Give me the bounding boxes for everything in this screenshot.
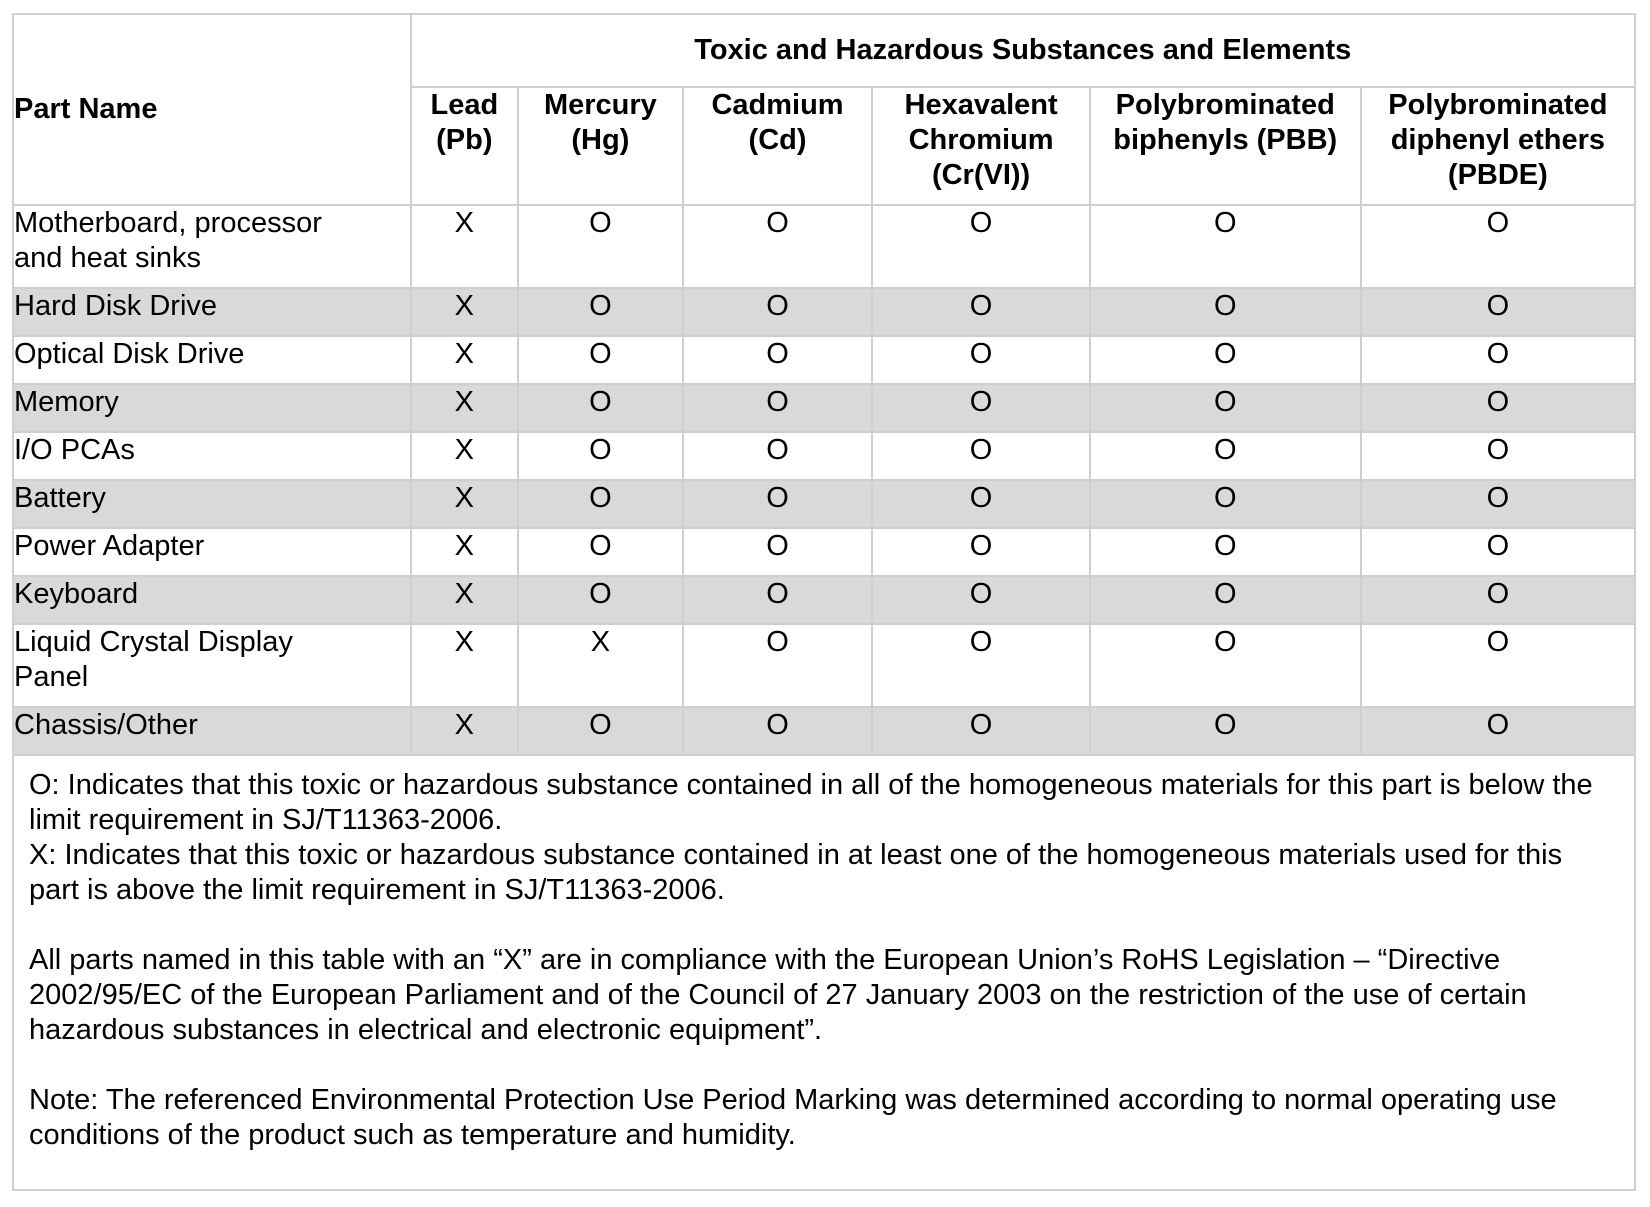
part-name-cell [14, 624, 411, 707]
part-name-line: Chassis/Other [14, 709, 198, 741]
substance-mark-cell: X [411, 624, 519, 707]
substance-mark-cell: O [1090, 384, 1361, 432]
substance-mark-cell: X [411, 384, 519, 432]
table-header-row [14, 15, 1634, 87]
substance-mark-cell: O [872, 707, 1089, 755]
table-row [14, 336, 1634, 384]
table-row [14, 432, 1634, 480]
header-line: (Cr(VI)) [931, 159, 1031, 191]
table-notes [14, 756, 1634, 1153]
substance-mark-cell: O [683, 576, 873, 624]
epup-note: Note: The referenced Environmental Protection Use Period Marking was determined according to normal operating use conditions of the product such as temperature and humidity. [29, 1084, 1557, 1151]
substance-mark-cell: O [872, 205, 1089, 288]
header-line: biphenyls (PBB) [1113, 124, 1338, 156]
part-name-cell [14, 336, 411, 384]
part-name-cell [14, 576, 411, 624]
substance-header-lead [411, 87, 519, 205]
substance-mark-cell: X [411, 528, 519, 576]
substance-mark-cell: O [518, 480, 683, 528]
substance-mark-cell: X [411, 576, 519, 624]
part-name-line: Battery [14, 482, 106, 514]
table-row [14, 384, 1634, 432]
substance-mark-cell: O [1090, 528, 1361, 576]
part-name-cell [14, 432, 411, 480]
header-line: (Hg) [571, 124, 630, 156]
substance-header-pbb [1090, 87, 1361, 205]
header-line: Lead [430, 89, 499, 121]
part-name-line: Motherboard, processor [14, 207, 322, 239]
substance-mark-cell: O [518, 576, 683, 624]
part-name-line: Panel [14, 661, 89, 693]
substance-mark-cell: O [1090, 480, 1361, 528]
substance-mark-cell: O [872, 624, 1089, 707]
substance-mark-cell: O [872, 480, 1089, 528]
substance-mark-cell: X [411, 205, 519, 288]
substance-header-pbde [1361, 87, 1634, 205]
parts-table-body [14, 205, 1634, 755]
table-row [14, 576, 1634, 624]
substance-mark-cell: O [1361, 336, 1634, 384]
hazardous-substances-document [12, 13, 1636, 1191]
substance-mark-cell: X [411, 288, 519, 336]
header-line: (Pb) [436, 124, 493, 156]
substance-mark-cell: O [872, 384, 1089, 432]
substance-mark-cell: O [872, 336, 1089, 384]
substance-header-hexavalent-chromium [872, 87, 1089, 205]
paragraph-gap [29, 908, 1619, 943]
substance-mark-cell: O [1361, 432, 1634, 480]
part-name-cell [14, 205, 411, 288]
table-row [14, 707, 1634, 755]
o-legend-note: O: Indicates that this toxic or hazardous substance contained in all of the homogeneous materials for this part is below the limit requirement in SJ/T11363-2006. [29, 769, 1593, 836]
substance-mark-cell: O [683, 480, 873, 528]
part-name-cell [14, 707, 411, 755]
part-name-cell [14, 528, 411, 576]
substance-header-cadmium [683, 87, 873, 205]
part-name-line: and heat sinks [14, 242, 202, 274]
table-row [14, 480, 1634, 528]
substance-mark-cell: O [1361, 288, 1634, 336]
part-name-line: Optical Disk Drive [14, 338, 245, 370]
substance-mark-cell: O [1361, 528, 1634, 576]
hazardous-substances-table [14, 15, 1634, 756]
substances-group-header: Toxic and Hazardous Substances and Elements [411, 15, 1634, 87]
substance-mark-cell: O [1090, 576, 1361, 624]
part-name-line: I/O PCAs [14, 434, 135, 466]
substance-mark-cell: O [872, 576, 1089, 624]
substance-mark-cell: O [872, 288, 1089, 336]
header-line: (Cd) [748, 124, 807, 156]
substance-mark-cell: O [1090, 707, 1361, 755]
substance-mark-cell: O [872, 432, 1089, 480]
substance-mark-cell: O [1361, 576, 1634, 624]
rohs-compliance-note: All parts named in this table with an “X” are in compliance with the European Union’s RoHS Legislation – “Directive 2002/95/EC of the European Parliament and of the Council of 27 January 2003 on the restriction of the use of certain hazardous substances in electrical and electronic equipment”. [29, 944, 1527, 1046]
header-line: Mercury [543, 89, 657, 121]
table-row [14, 288, 1634, 336]
substance-mark-cell: O [518, 336, 683, 384]
header-line: Polybrominated [1115, 89, 1335, 121]
header-line: Hexavalent [904, 89, 1058, 121]
part-name-line: Hard Disk Drive [14, 290, 218, 322]
part-name-line: Liquid Crystal Display [14, 626, 293, 658]
substance-mark-cell: O [518, 432, 683, 480]
substance-mark-cell: O [518, 528, 683, 576]
substance-mark-cell: O [1361, 205, 1634, 288]
substance-mark-cell: O [872, 528, 1089, 576]
substance-mark-cell: O [1090, 288, 1361, 336]
substance-mark-cell: O [683, 384, 873, 432]
part-name-line: Power Adapter [14, 530, 205, 562]
substance-mark-cell: O [1090, 624, 1361, 707]
substance-mark-cell: O [518, 288, 683, 336]
part-name-cell [14, 384, 411, 432]
header-line: Cadmium [711, 89, 844, 121]
substance-mark-cell: O [683, 336, 873, 384]
substance-mark-cell: O [1361, 624, 1634, 707]
substance-mark-cell: O [518, 707, 683, 755]
substance-mark-cell: O [1090, 336, 1361, 384]
substance-mark-cell: X [411, 432, 519, 480]
substance-mark-cell: X [411, 480, 519, 528]
header-line: diphenyl ethers [1390, 124, 1606, 156]
substance-mark-cell: O [683, 707, 873, 755]
substance-mark-cell: O [1090, 432, 1361, 480]
substance-mark-cell: O [518, 384, 683, 432]
substance-mark-cell: O [683, 205, 873, 288]
table-row [14, 528, 1634, 576]
part-name-cell [14, 288, 411, 336]
header-line: (PBDE) [1447, 159, 1548, 191]
part-name-line: Keyboard [14, 578, 139, 610]
substance-mark-cell: O [518, 205, 683, 288]
table-row [14, 624, 1634, 707]
header-line: Polybrominated [1388, 89, 1608, 121]
table-row [14, 205, 1634, 288]
part-name-cell [14, 480, 411, 528]
substance-mark-cell: O [683, 528, 873, 576]
substance-mark-cell: X [518, 624, 683, 707]
substance-mark-cell: O [1090, 205, 1361, 288]
substance-mark-cell: O [1361, 384, 1634, 432]
substance-header-mercury [518, 87, 683, 205]
substance-mark-cell: O [683, 624, 873, 707]
part-name-line: Memory [14, 386, 119, 418]
substance-mark-cell: O [683, 288, 873, 336]
substance-mark-cell: X [411, 707, 519, 755]
substance-mark-cell: X [411, 336, 519, 384]
x-legend-note: X: Indicates that this toxic or hazardous substance contained in at least one of the homogeneous materials used for this part is above the limit requirement in SJ/T11363-2006. [29, 839, 1563, 906]
substance-mark-cell: O [683, 432, 873, 480]
header-line: Chromium [908, 124, 1054, 156]
part-name-header: Part Name [14, 15, 411, 205]
substance-mark-cell: O [1361, 707, 1634, 755]
substance-mark-cell: O [1361, 480, 1634, 528]
paragraph-gap [29, 1048, 1619, 1083]
